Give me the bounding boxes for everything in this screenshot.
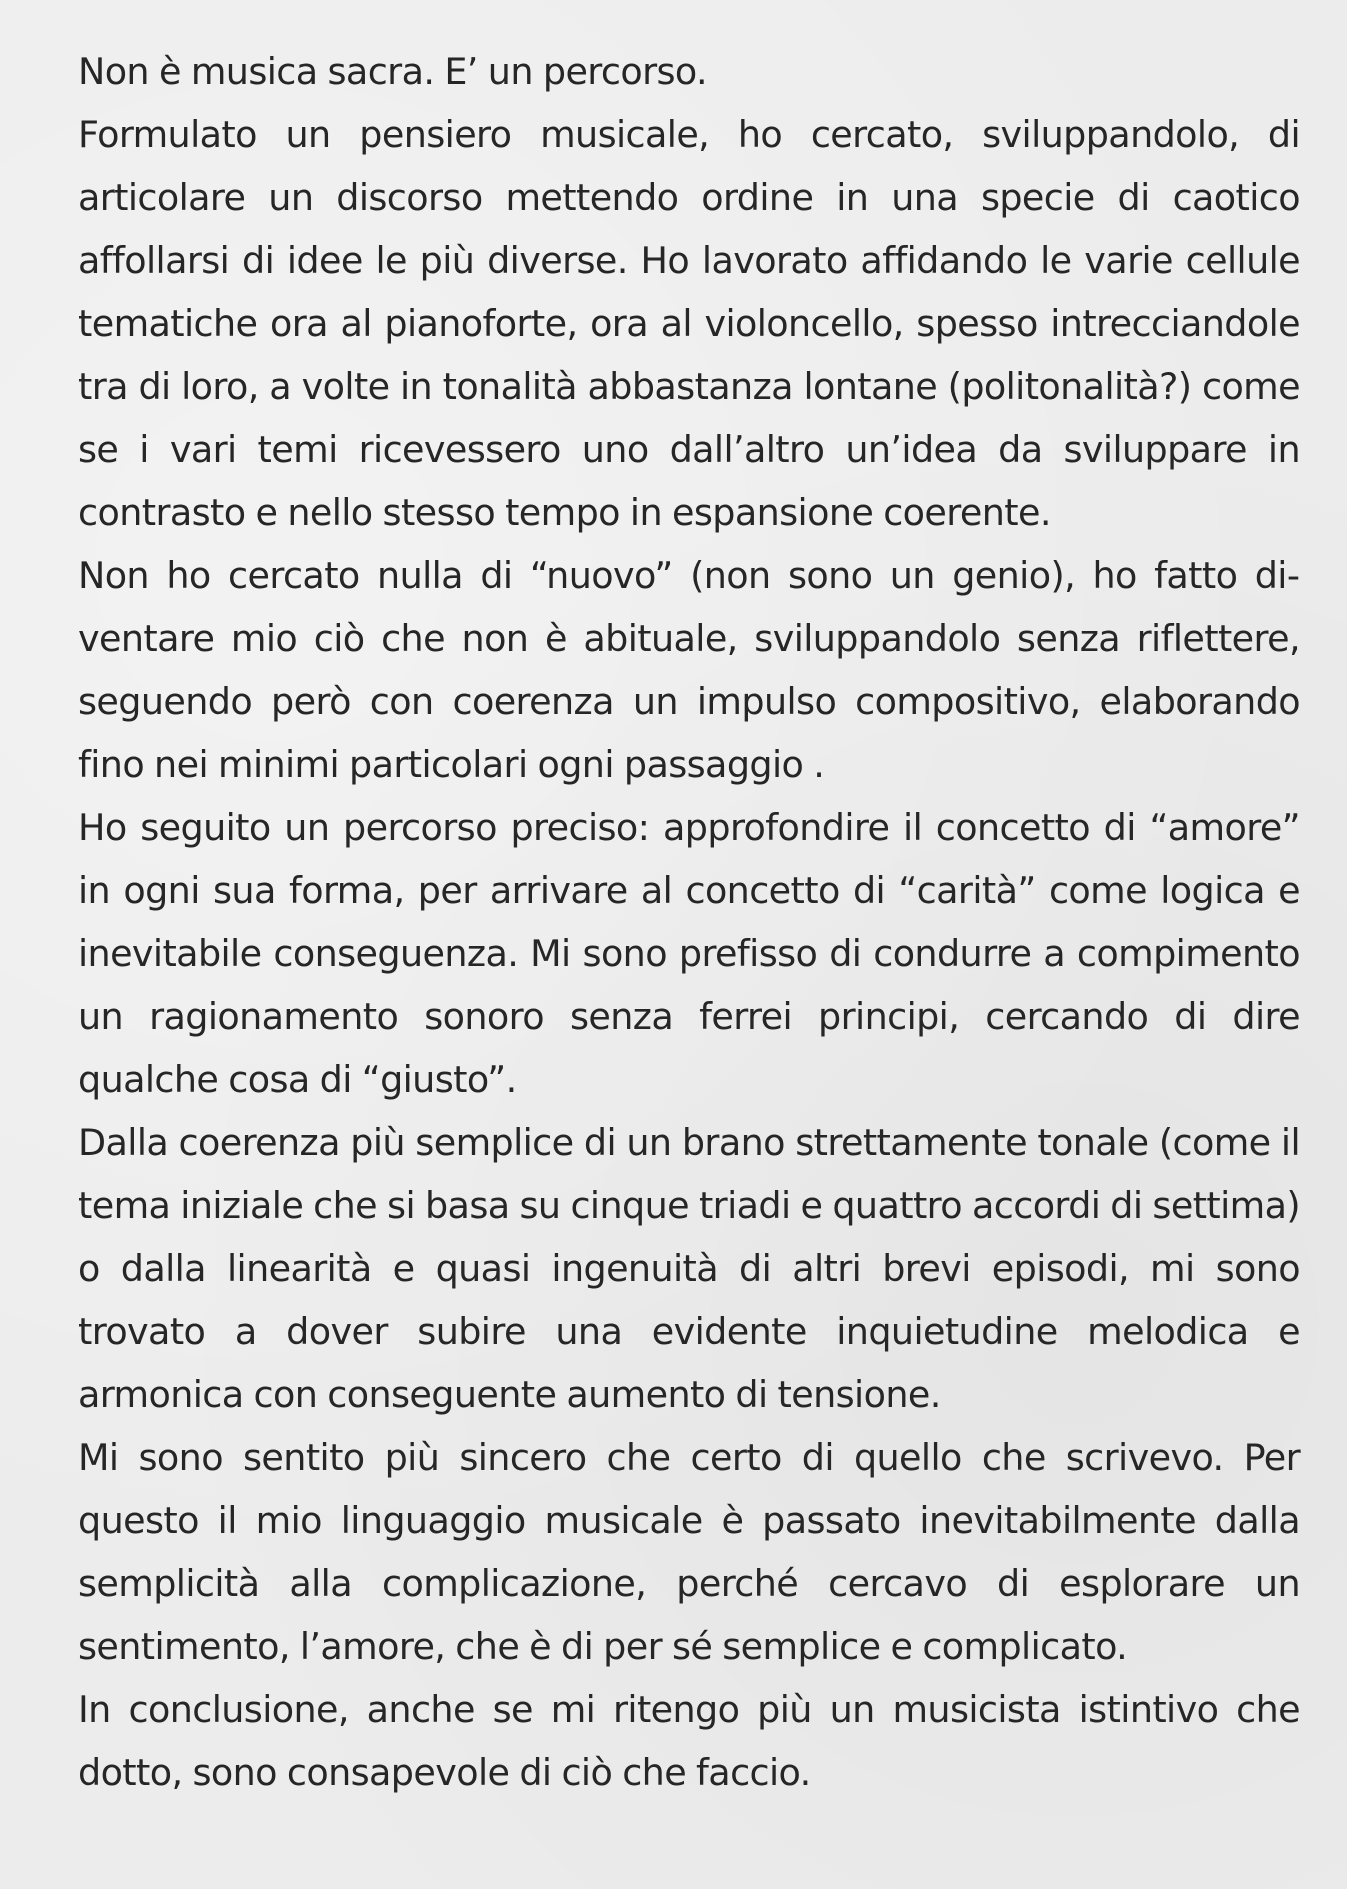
paragraph-sincerity: Mi sono sentito più sincero che certo di quello che scrivevo. Per questo il mio linguaggio musicale è passato inevitabilmente dalla semplicità alla complicazione, perché cercavo di esplorare un sentimento, l’amore, che è di per sé semplice e complicato. xyxy=(78,1436,1300,1668)
paragraph-nothing-new: Non ho cercato nulla di “nuovo” (non sono un genio), ho fatto diventare mio ciò che non è abituale, sviluppandolo senza riflettere, seguendo però con coerenza un impulso compositivo, elaborando fino nei minimi particolari ogni passaggio . xyxy=(78,554,1300,786)
paragraph-intro: Non è musica sacra. E’ un percorso. xyxy=(78,50,708,93)
text-page xyxy=(78,40,1300,1804)
paragraph-conclusion: In conclusione, anche se mi ritengo più un musicista istintivo che dotto, sono consapevole di ciò che faccio. xyxy=(78,1688,1300,1794)
paragraph-musical-thought: Formulato un pensiero musicale, ho cercato, sviluppandolo, di articolare un discorso mettendo ordine in una specie di caotico affollarsi di idee le più diverse. Ho lavorato affidando le varie cellule tematiche ora al pianoforte, ora al violoncello, spesso intrecciandole tra di loro, a volte in tonalità abbastanza lontane (politonalità?) come se i vari temi ricevessero uno dall’altro un’idea da sviluppare in contrasto e nello stesso tempo in espansione coerente. xyxy=(78,113,1300,534)
paragraph-path-love: Ho seguito un percorso preciso: approfondire il concetto di “amore” in ogni sua forma, per arrivare al concetto di “carità” come logica e inevitabile conseguenza. Mi sono prefisso di condurre a compimento un ragionamento sonoro senza ferrei principi, cercando di dire qualche cosa di “giusto”. xyxy=(78,806,1300,1101)
paragraph-coherence: Dalla coerenza più semplice di un brano strettamente tonale (come il tema iniziale che si basa su cinque triadi e quattro accordi di settima) o dalla linearità e quasi ingenuità di altri brevi episodi, mi sono trovato a dover subire una evidente inquietudine melodica e armonica con conseguente aumento di tensione. xyxy=(78,1121,1301,1416)
